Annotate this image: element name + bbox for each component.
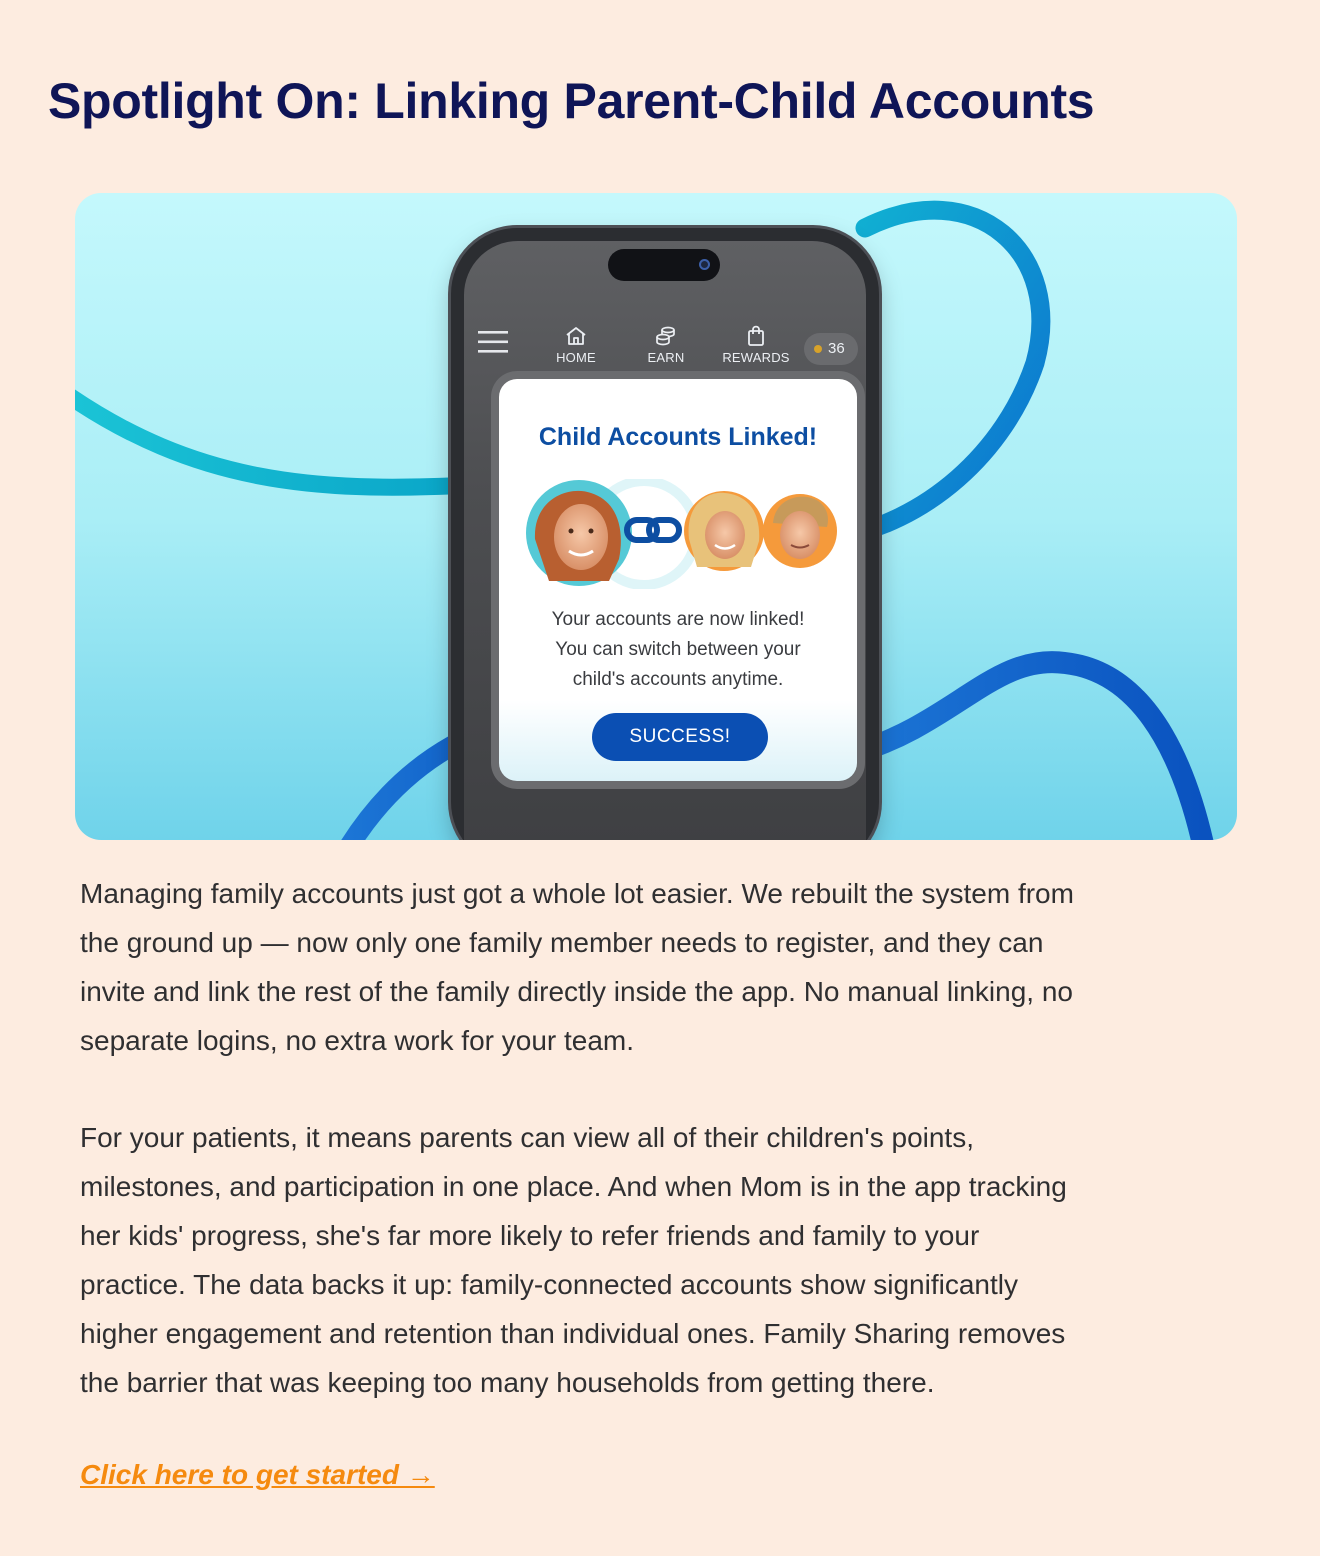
app-nav-bar (464, 321, 866, 377)
shopping-bag-icon (744, 325, 768, 347)
parent-avatar (526, 480, 632, 586)
child-avatar-boy (763, 494, 837, 568)
success-modal-frame (491, 371, 865, 789)
camera-icon (699, 259, 710, 270)
hero-image (75, 193, 1237, 840)
coin-icon (814, 345, 822, 353)
coin-balance[interactable] (804, 333, 858, 365)
page-title: Spotlight On: Linking Parent-Child Accounts (48, 73, 1095, 129)
dynamic-island (608, 249, 720, 281)
phone-mockup (451, 228, 879, 840)
body-paragraph-2: For your patients, it means parents can view all of their children's points, milestones, and participation in one place. And when Mom is in the app tracking her kids' progress, she's far more likely to refer friends and family to your practice. The data backs it up: family-connected accounts show significantly higher engagement and retention than individual ones. Family Sharing removes the barrier that was keeping too many households from getting there. (80, 1122, 1067, 1398)
nav-item-earn[interactable] (621, 325, 711, 365)
modal-title: Child Accounts Linked! (538, 423, 818, 451)
link-chain-icon (627, 520, 679, 540)
phone-screen (464, 241, 866, 840)
get-started-link[interactable]: Click here to get started → (80, 1459, 435, 1490)
body-paragraph-1: Managing family accounts just got a whole lot easier. We rebuilt the system from the ground up — now only one family member needs to register, and they can invite and link the rest of the family directly inside the app. No manual linking, no separate logins, no extra work for your team. (80, 878, 1074, 1056)
coin-count: 36 (828, 340, 845, 357)
nav-label-home: HOME (556, 350, 596, 365)
nav-label-earn: EARN (647, 350, 685, 365)
success-modal (499, 379, 857, 781)
coins-icon (654, 325, 678, 347)
home-icon (564, 325, 588, 347)
nav-item-rewards[interactable] (711, 325, 801, 365)
hamburger-menu-icon[interactable] (478, 331, 508, 353)
nav-label-rewards: REWARDS (722, 350, 790, 365)
success-button[interactable]: SUCCESS! (592, 713, 768, 761)
nav-item-home[interactable] (531, 325, 621, 365)
linked-avatars (499, 479, 857, 589)
modal-message: Your accounts are now linked! You can switch between your child's accounts anytime. (551, 609, 805, 690)
child-avatar-girl (684, 491, 764, 571)
